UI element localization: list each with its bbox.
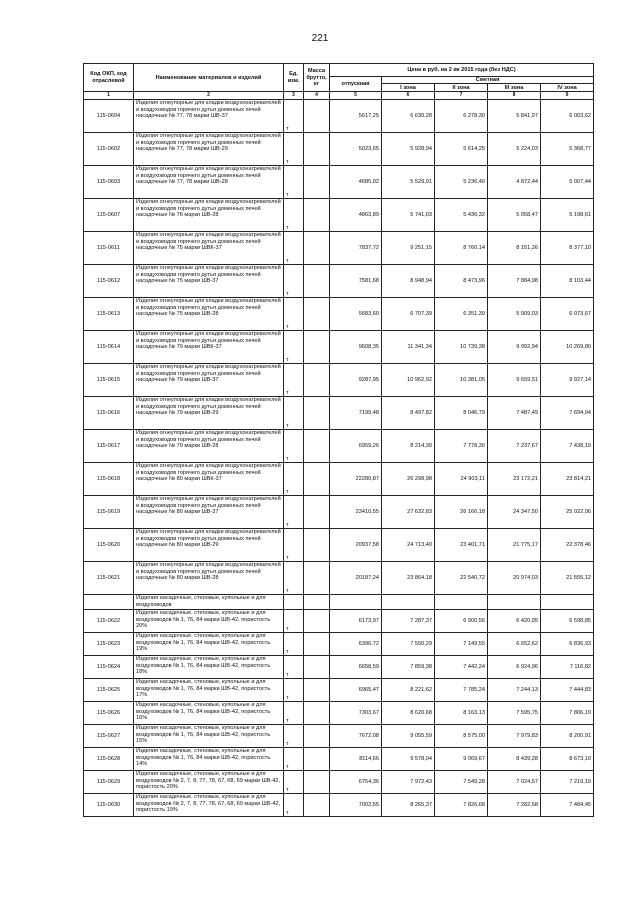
code-cell: 115-0629	[84, 771, 134, 794]
zone-1-price-cell: 9 251,15	[382, 232, 435, 265]
release-price-cell: 6658,59	[330, 656, 382, 679]
zone-1-price-cell: 9 055,59	[382, 725, 435, 748]
col-number: 9	[541, 92, 594, 100]
release-price-cell: 5683,60	[330, 298, 382, 331]
col-number: 3	[284, 92, 304, 100]
code-cell: 115-0613	[84, 298, 134, 331]
release-price-cell: 9608,35	[330, 331, 382, 364]
name-cell: Изделия огнеупорные для кладки воздухонагревателей и воздуховодов горячего дутья доменных печей насадочные № 75 марки ШВ-37	[134, 265, 284, 298]
zone-4-price-cell: 21 555,12	[541, 562, 594, 595]
zone-2-price-cell: 7 785,24	[435, 679, 488, 702]
mass-cell	[304, 430, 330, 463]
release-price-cell: 7199,48	[330, 397, 382, 430]
zone-1-price-cell: 7 287,37	[382, 610, 435, 633]
unit-cell: т	[284, 166, 304, 199]
header-price: Цена в руб. на 2 кв 2015 года (без НДС)	[330, 64, 594, 77]
mass-cell	[304, 633, 330, 656]
release-price-cell: 7002,55	[330, 794, 382, 817]
col-number: 6	[382, 92, 435, 100]
release-price-cell: 6754,36	[330, 771, 382, 794]
zone-2-price-cell: 7 149,55	[435, 633, 488, 656]
table-row	[84, 265, 594, 298]
zone-2-price-cell: 5 436,32	[435, 199, 488, 232]
zone-4-price-cell: 7 116,82	[541, 656, 594, 679]
unit-cell: т	[284, 133, 304, 166]
code-cell: 115-0619	[84, 496, 134, 529]
table-row	[84, 166, 594, 199]
col-number: 8	[488, 92, 541, 100]
table-row	[84, 298, 594, 331]
name-cell: Изделия огнеупорные для кладки воздухонагревателей и воздуховодов горячего дутья доменных печей насадочные № 80 марки ШВ-28	[134, 562, 284, 595]
unit-cell: т	[284, 463, 304, 496]
name-cell: Изделия насадочные, стеновые, купольные и для воздуховодов № 1, 76, 84 марки ШВ-42, пористость 17%	[134, 679, 284, 702]
code-cell: 115-0607	[84, 199, 134, 232]
empty-cell	[435, 595, 488, 610]
zone-2-price-cell: 7 778,30	[435, 430, 488, 463]
name-cell: Изделия огнеупорные для кладки воздухонагревателей и воздуховодов горячего дутья доменных печей насадочные № 77, 78 марки ШВ-28	[134, 166, 284, 199]
name-cell: Изделия огнеупорные для кладки воздухонагревателей и воздуховодов горячего дутья доменных печей насадочные № 79 марки ШВК-37	[134, 331, 284, 364]
zone-1-price-cell: 5 928,94	[382, 133, 435, 166]
mass-cell	[304, 331, 330, 364]
code-cell: 115-0624	[84, 656, 134, 679]
mass-cell	[304, 199, 330, 232]
code-cell: 115-0604	[84, 100, 134, 133]
mass-cell	[304, 679, 330, 702]
table-row	[84, 463, 594, 496]
zone-1-price-cell: 5 741,03	[382, 199, 435, 232]
code-cell: 115-0602	[84, 133, 134, 166]
release-price-cell: 7837,72	[330, 232, 382, 265]
mass-cell	[304, 265, 330, 298]
table-row	[84, 100, 594, 133]
zone-2-price-cell: 10 739,38	[435, 331, 488, 364]
header-estimate: Сметная	[382, 77, 594, 84]
name-cell: Изделия огнеупорные для кладки воздухонагревателей и воздуховодов горячего дутья доменных печей насадочные № 75 марки ШВК-37	[134, 232, 284, 265]
zone-1-price-cell: 5 529,91	[382, 166, 435, 199]
code-cell: 115-0611	[84, 232, 134, 265]
unit-cell: т	[284, 562, 304, 595]
unit-cell: т	[284, 496, 304, 529]
zone-2-price-cell: 8 046,79	[435, 397, 488, 430]
zone-1-price-cell: 7 550,29	[382, 633, 435, 656]
zone-3-price-cell: 24 347,50	[488, 496, 541, 529]
zone-4-price-cell: 8 200,91	[541, 725, 594, 748]
empty-cell	[488, 595, 541, 610]
zone-2-price-cell: 9 069,67	[435, 748, 488, 771]
release-price-cell: 7672,08	[330, 725, 382, 748]
zone-2-price-cell: 22 540,72	[435, 562, 488, 595]
zone-4-price-cell: 6 003,62	[541, 100, 594, 133]
code-cell: 115-0617	[84, 430, 134, 463]
code-cell: 115-0614	[84, 331, 134, 364]
code-cell: 115-0621	[84, 562, 134, 595]
table-row	[84, 529, 594, 562]
table-row	[84, 430, 594, 463]
mass-cell	[304, 364, 330, 397]
name-cell: Изделия огнеупорные для кладки воздухонагревателей и воздуховодов горячего дутья доменных печей насадочные № 75 марки ШВ-28	[134, 298, 284, 331]
mass-cell	[304, 562, 330, 595]
zone-2-price-cell: 8 473,96	[435, 265, 488, 298]
code-cell: 115-0623	[84, 633, 134, 656]
unit-cell: т	[284, 702, 304, 725]
unit-cell: т	[284, 265, 304, 298]
unit-cell: т	[284, 199, 304, 232]
table-row	[84, 610, 594, 633]
table-row	[84, 364, 594, 397]
code-cell: 115-0603	[84, 166, 134, 199]
zone-1-price-cell: 8 214,30	[382, 430, 435, 463]
zone-1-price-cell: 6 707,39	[382, 298, 435, 331]
empty-cell	[284, 595, 304, 610]
code-cell: 115-0620	[84, 529, 134, 562]
name-cell: Изделия насадочные, стеновые, купольные и для воздуховодов № 1, 76, 84 марки ШВ-42, пористость 14%	[134, 748, 284, 771]
unit-cell: т	[284, 364, 304, 397]
zone-4-price-cell: 25 022,06	[541, 496, 594, 529]
zone-1-price-cell: 10 962,92	[382, 364, 435, 397]
zone-1-price-cell: 7 972,43	[382, 771, 435, 794]
release-price-cell: 20187,24	[330, 562, 382, 595]
zone-3-price-cell: 6 924,96	[488, 656, 541, 679]
zone-3-price-cell: 5 224,03	[488, 133, 541, 166]
zone-1-price-cell: 6 630,28	[382, 100, 435, 133]
name-cell: Изделия насадочные, стеновые, купольные и для воздуховодов № 2, 7, 8, 77, 78, 67, 68, 69 марки ШВ-42, пористость 19%	[134, 794, 284, 817]
zone-3-price-cell: 9 992,94	[488, 331, 541, 364]
section-row	[84, 595, 594, 610]
code-cell	[84, 595, 134, 610]
mass-cell	[304, 529, 330, 562]
unit-cell: т	[284, 430, 304, 463]
mass-cell	[304, 748, 330, 771]
unit-cell: т	[284, 610, 304, 633]
name-cell: Изделия огнеупорные для кладки воздухонагревателей и воздуховодов горячего дутья доменных печей насадочные № 79 марки ШВ-37	[134, 364, 284, 397]
zone-3-price-cell: 6 420,95	[488, 610, 541, 633]
release-price-cell: 20937,58	[330, 529, 382, 562]
release-price-cell: 9287,95	[330, 364, 382, 397]
unit-cell: т	[284, 331, 304, 364]
empty-cell	[330, 595, 382, 610]
name-cell: Изделия огнеупорные для кладки воздухонагревателей и воздуховодов горячего дутья доменных печей насадочные № 80 марки ШВК-37	[134, 463, 284, 496]
code-cell: 115-0622	[84, 610, 134, 633]
zone-1-price-cell: 8 265,37	[382, 794, 435, 817]
col-number: 7	[435, 92, 488, 100]
zone-2-price-cell: 6 351,39	[435, 298, 488, 331]
zone-1-price-cell: 23 864,18	[382, 562, 435, 595]
zone-1-price-cell: 26 298,98	[382, 463, 435, 496]
zone-1-price-cell: 11 341,34	[382, 331, 435, 364]
zone-4-price-cell: 7 694,94	[541, 397, 594, 430]
table-body	[84, 100, 594, 817]
col-number: 2	[134, 92, 284, 100]
table-row	[84, 397, 594, 430]
zone-3-price-cell: 7 024,57	[488, 771, 541, 794]
zone-3-price-cell: 23 172,21	[488, 463, 541, 496]
release-price-cell: 4685,02	[330, 166, 382, 199]
name-cell: Изделия насадочные, стеновые, купольные и для воздуховодов № 1, 76, 84 марки ШВ-42, пористость 19%	[134, 633, 284, 656]
header-name: Наименование материалов и изделий	[134, 64, 284, 92]
zone-2-price-cell: 24 903,11	[435, 463, 488, 496]
release-price-cell: 7303,67	[330, 702, 382, 725]
name-cell: Изделия огнеупорные для кладки воздухонагревателей и воздуховодов горячего дутья доменных печей насадочные № 80 марки ШВ-29	[134, 529, 284, 562]
release-price-cell: 6959,26	[330, 430, 382, 463]
zone-3-price-cell: 5 058,47	[488, 199, 541, 232]
unit-cell: т	[284, 397, 304, 430]
name-cell: Изделия насадочные, стеновые, купольные и для воздуховодов № 2, 7, 8, 77, 78, 67, 68, 69 марки ШВ-42, пористость 20%	[134, 771, 284, 794]
release-price-cell: 5023,65	[330, 133, 382, 166]
name-cell: Изделия насадочные, стеновые, купольные и для воздуховодов № 1, 76, 84 марки ШВ-42, пористость 20%	[134, 610, 284, 633]
zone-1-price-cell: 8 620,68	[382, 702, 435, 725]
zone-4-price-cell: 9 927,14	[541, 364, 594, 397]
zone-3-price-cell: 21 775,17	[488, 529, 541, 562]
zone-4-price-cell: 6 836,93	[541, 633, 594, 656]
table-row	[84, 794, 594, 817]
unit-cell: т	[284, 633, 304, 656]
zone-4-price-cell: 5 007,44	[541, 166, 594, 199]
zone-3-price-cell: 4 872,44	[488, 166, 541, 199]
zone-4-price-cell: 7 806,19	[541, 702, 594, 725]
zone-3-price-cell: 8 439,28	[488, 748, 541, 771]
code-cell: 115-0615	[84, 364, 134, 397]
release-price-cell: 6396,72	[330, 633, 382, 656]
unit-cell: т	[284, 771, 304, 794]
mass-cell	[304, 298, 330, 331]
zone-1-price-cell: 7 859,38	[382, 656, 435, 679]
table-row	[84, 656, 594, 679]
table-row	[84, 771, 594, 794]
zone-2-price-cell: 8 163,13	[435, 702, 488, 725]
code-cell: 115-0626	[84, 702, 134, 725]
header-zone-1: I зона	[382, 84, 435, 92]
zone-2-price-cell: 5 614,25	[435, 133, 488, 166]
release-price-cell: 6965,47	[330, 679, 382, 702]
unit-cell: т	[284, 794, 304, 817]
zone-2-price-cell: 5 236,40	[435, 166, 488, 199]
zone-2-price-cell: 10 381,05	[435, 364, 488, 397]
zone-4-price-cell: 7 444,83	[541, 679, 594, 702]
table-row	[84, 331, 594, 364]
zone-3-price-cell: 20 974,03	[488, 562, 541, 595]
zone-4-price-cell: 6 073,67	[541, 298, 594, 331]
zone-1-price-cell: 8 221,62	[382, 679, 435, 702]
zone-3-price-cell: 7 595,75	[488, 702, 541, 725]
mass-cell	[304, 463, 330, 496]
code-cell: 115-0618	[84, 463, 134, 496]
mass-cell	[304, 166, 330, 199]
zone-2-price-cell: 26 166,18	[435, 496, 488, 529]
name-cell: Изделия огнеупорные для кладки воздухонагревателей и воздуховодов горячего дутья доменных печей насадочные № 80 марки ШВ-37	[134, 496, 284, 529]
zone-3-price-cell: 7 487,49	[488, 397, 541, 430]
code-cell: 115-0630	[84, 794, 134, 817]
zone-2-price-cell: 7 826,68	[435, 794, 488, 817]
header-code: Код ОКП, код отраслевой	[84, 64, 134, 92]
zone-4-price-cell: 8 103,44	[541, 265, 594, 298]
table-row	[84, 725, 594, 748]
zone-4-price-cell: 8 377,10	[541, 232, 594, 265]
release-price-cell: 22280,87	[330, 463, 382, 496]
mass-cell	[304, 771, 330, 794]
name-cell: Изделия огнеупорные для кладки воздухонагревателей и воздуховодов горячего дутья доменных печей насадочные № 79 марки ШВ-28	[134, 430, 284, 463]
zone-3-price-cell: 7 979,83	[488, 725, 541, 748]
release-price-cell: 23410,55	[330, 496, 382, 529]
table-row	[84, 133, 594, 166]
table-row	[84, 702, 594, 725]
zone-4-price-cell: 5 368,77	[541, 133, 594, 166]
code-cell: 115-0616	[84, 397, 134, 430]
mass-cell	[304, 610, 330, 633]
page-number: 221	[311, 33, 329, 44]
zone-4-price-cell: 7 484,45	[541, 794, 594, 817]
unit-cell: т	[284, 100, 304, 133]
table-row	[84, 633, 594, 656]
release-price-cell: 4863,89	[330, 199, 382, 232]
zone-3-price-cell: 7 884,98	[488, 265, 541, 298]
col-number: 4	[304, 92, 330, 100]
header-zone-3: III зона	[488, 84, 541, 92]
code-cell: 115-0612	[84, 265, 134, 298]
header-zone-2: II зона	[435, 84, 488, 92]
zone-1-price-cell: 24 713,40	[382, 529, 435, 562]
zone-2-price-cell: 23 401,71	[435, 529, 488, 562]
empty-cell	[382, 595, 435, 610]
zone-3-price-cell: 5 841,97	[488, 100, 541, 133]
unit-cell: т	[284, 232, 304, 265]
name-cell: Изделия насадочные, стеновые, купольные и для воздуховодов № 1, 76, 84 марки ШВ-42, пористость 16%	[134, 702, 284, 725]
zone-4-price-cell: 22 378,46	[541, 529, 594, 562]
zone-4-price-cell: 8 673,10	[541, 748, 594, 771]
unit-cell: т	[284, 748, 304, 771]
release-price-cell: 8114,66	[330, 748, 382, 771]
zone-3-price-cell: 8 151,26	[488, 232, 541, 265]
code-cell: 115-0628	[84, 748, 134, 771]
name-cell: Изделия насадочные, стеновые, купольные и для воздуховодов № 1, 76, 84 марки ШВ-42, пористость 15%	[134, 725, 284, 748]
empty-cell	[304, 595, 330, 610]
zone-2-price-cell: 8 575,00	[435, 725, 488, 748]
zone-2-price-cell: 6 900,56	[435, 610, 488, 633]
zone-4-price-cell: 7 438,19	[541, 430, 594, 463]
zone-3-price-cell: 6 652,62	[488, 633, 541, 656]
table-row	[84, 496, 594, 529]
zone-2-price-cell: 7 549,28	[435, 771, 488, 794]
table-row	[84, 232, 594, 265]
code-cell: 115-0627	[84, 725, 134, 748]
zone-1-price-cell: 9 578,04	[382, 748, 435, 771]
zone-2-price-cell: 6 278,30	[435, 100, 488, 133]
zone-1-price-cell: 8 497,82	[382, 397, 435, 430]
table-row	[84, 199, 594, 232]
zone-4-price-cell: 10 269,80	[541, 331, 594, 364]
zone-2-price-cell: 7 442,24	[435, 656, 488, 679]
zone-3-price-cell: 5 909,03	[488, 298, 541, 331]
zone-1-price-cell: 27 632,83	[382, 496, 435, 529]
unit-cell: т	[284, 529, 304, 562]
unit-cell: т	[284, 298, 304, 331]
name-cell: Изделия огнеупорные для кладки воздухонагревателей и воздуховодов горячего дутья доменных печей насадочные № 77, 78 марки ШВ-37	[134, 100, 284, 133]
mass-cell	[304, 397, 330, 430]
name-cell: Изделия огнеупорные для кладки воздухонагревателей и воздуховодов горячего дутья доменных печей насадочные № 79 марки ШВ-29	[134, 397, 284, 430]
header-zone-4: IV зона	[541, 84, 594, 92]
zone-1-price-cell: 8 948,94	[382, 265, 435, 298]
col-number: 5	[330, 92, 382, 100]
table-row	[84, 562, 594, 595]
mass-cell	[304, 133, 330, 166]
unit-cell: т	[284, 679, 304, 702]
mass-cell	[304, 725, 330, 748]
mass-cell	[304, 232, 330, 265]
mass-cell	[304, 794, 330, 817]
mass-cell	[304, 656, 330, 679]
empty-cell	[541, 595, 594, 610]
name-cell: Изделия насадочные, стеновые, купольные и для воздуховодов № 1, 76, 84 марки ШВ-42, пористость 18%	[134, 656, 284, 679]
table-row	[84, 748, 594, 771]
mass-cell	[304, 100, 330, 133]
table-row	[84, 679, 594, 702]
release-price-cell: 5617,25	[330, 100, 382, 133]
mass-cell	[304, 496, 330, 529]
col-number: 1	[84, 92, 134, 100]
release-price-cell: 7581,68	[330, 265, 382, 298]
code-cell: 115-0625	[84, 679, 134, 702]
header-unit: Ед. изм.	[284, 64, 304, 92]
zone-3-price-cell: 9 659,51	[488, 364, 541, 397]
zone-4-price-cell: 5 198,61	[541, 199, 594, 232]
zone-4-price-cell: 23 814,21	[541, 463, 594, 496]
zone-4-price-cell: 6 598,85	[541, 610, 594, 633]
unit-cell: т	[284, 656, 304, 679]
name-cell: Изделия огнеупорные для кладки воздухонагревателей и воздуховодов горячего дутья доменных печей насадочные № 77, 78 марки ШВ-29	[134, 133, 284, 166]
section-title: Изделия насадочные, стеновые, купольные и для воздуховодов	[134, 595, 284, 610]
release-price-cell: 6173,97	[330, 610, 382, 633]
name-cell: Изделия огнеупорные для кладки воздухонагревателей и воздуховодов горячего дутья доменных печей насадочные № 76 марки ШВ-28	[134, 199, 284, 232]
header-release: отпускная	[330, 77, 382, 92]
zone-3-price-cell: 7 282,68	[488, 794, 541, 817]
zone-4-price-cell: 7 219,19	[541, 771, 594, 794]
zone-3-price-cell: 7 237,67	[488, 430, 541, 463]
header-mass: Масса брутто, кг	[304, 64, 330, 92]
price-table	[83, 63, 594, 817]
zone-3-price-cell: 7 244,13	[488, 679, 541, 702]
unit-cell: т	[284, 725, 304, 748]
zone-2-price-cell: 8 760,14	[435, 232, 488, 265]
mass-cell	[304, 702, 330, 725]
